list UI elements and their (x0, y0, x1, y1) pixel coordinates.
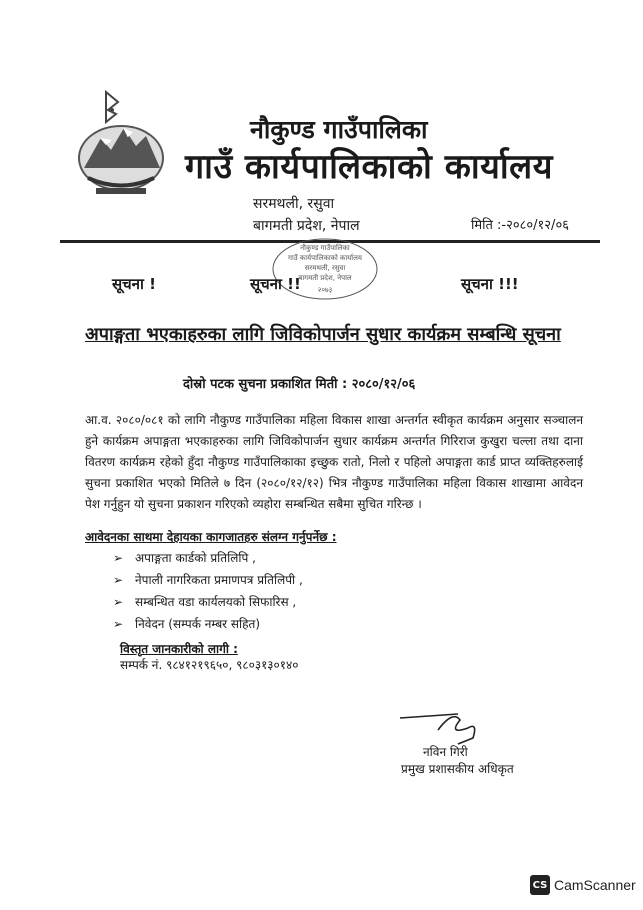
notice-label-1: सूचना ! (112, 275, 156, 293)
list-item: ➢ अपाङ्गता कार्डको प्रतिलिपि , (113, 547, 303, 569)
stamp-line: सरमथली, रसुवा (304, 264, 346, 272)
arrow-bullet-icon: ➢ (113, 595, 124, 609)
stamp-line: नौकुण्ड गाउँपालिका (300, 244, 350, 252)
organization-name: नौकुण्ड गाउँपालिका (250, 115, 428, 144)
camscanner-watermark (530, 875, 636, 895)
signatory-title: प्रमुख प्रशासकीय अधिकृत (401, 762, 514, 776)
contact-numbers: सम्पर्क नं. ९८४१२१९६५०, ९८०३१३०१४० (120, 658, 299, 672)
office-name: गाउँ कार्यपालिकाको कार्यालय (185, 147, 553, 187)
list-item: ➢ निवेदन (सम्पर्क नम्बर सहित) (113, 613, 303, 635)
arrow-bullet-icon: ➢ (113, 573, 124, 587)
arrow-bullet-icon: ➢ (113, 617, 124, 631)
arrow-bullet-icon: ➢ (113, 551, 124, 565)
details-heading: विस्तृत जानकारीको लागी : (120, 642, 238, 656)
attachments-list (113, 547, 303, 635)
address-line-1: सरमथली, रसुवा (253, 196, 335, 212)
notice-label-2: सूचना !! (250, 275, 301, 293)
second-publish-date: दोस्रो पटक सुचना प्रकाशित मिती : २०८०/१२/०६ (183, 377, 416, 392)
nepal-government-emblem-icon (76, 88, 166, 210)
list-item: ➢ नेपाली नागरिकता प्रमाणपत्र प्रतिलिपी , (113, 569, 303, 591)
stamp-line: बागमती प्रदेश, नेपाल (298, 274, 352, 282)
notice-label-3: सूचना !!! (461, 275, 519, 293)
stamp-line: गाउँ कार्यपालिकाको कार्यालय (288, 254, 362, 262)
signatory-name: नविन गिरी (423, 745, 468, 759)
issue-date: मिति :-२०८०/१२/०६ (471, 218, 569, 233)
attachments-heading: आवेदनका साथमा देहायका कागजातहरु संलग्न गर्नुपर्नेछ : (85, 530, 337, 544)
camscanner-logo-icon: CS (530, 875, 550, 895)
stamp-line: २०७३ (317, 286, 333, 294)
notice-body: आ.व. २०८०/०८१ को लागि नौकुण्ड गाउँपालिका महिला विकास शाखा अन्तर्गत स्वीकृत कार्यक्रम अनुसार सञ्चालन हुने कार्यक्रम अपाङ्गता भएकाहरुका लागि जिविकोपार्जन सुधार कार्यक्रम अन्तर्गत गिरिराज कुखुरा चल्ला तथा दाना वितरण कार्यक्रम रहेको हुँदा नौकुण्ड गाउँपालिकाका इच्छुक रातो, निलो र पहिलो अपाङ्गता कार्ड प्राप्त व्यक्तिहरुलाई सुचना प्रकाशित भएको मितिले ७ दिन (२०८०/१२/१२) भित्र नौकुण्ड गाउँपालिका महिला विकास शाखामा आवेदन पेश गर्नुहुन यो सुचना प्रकाशन गरिएको व्यहोरा सम्बन्धित सबैमा सुचित गरिन्छ । (85, 413, 583, 511)
list-item: ➢ सम्बन्धित वडा कार्यलयको सिफारिस , (113, 591, 303, 613)
notice-subject: अपाङ्गता भएकाहरुका लागि जिविकोपार्जन सुधार कार्यक्रम सम्बन्धि सूचना (85, 324, 561, 345)
camscanner-label: CamScanner (554, 877, 636, 893)
address-line-2: बागमती प्रदेश, नेपाल (253, 218, 360, 234)
